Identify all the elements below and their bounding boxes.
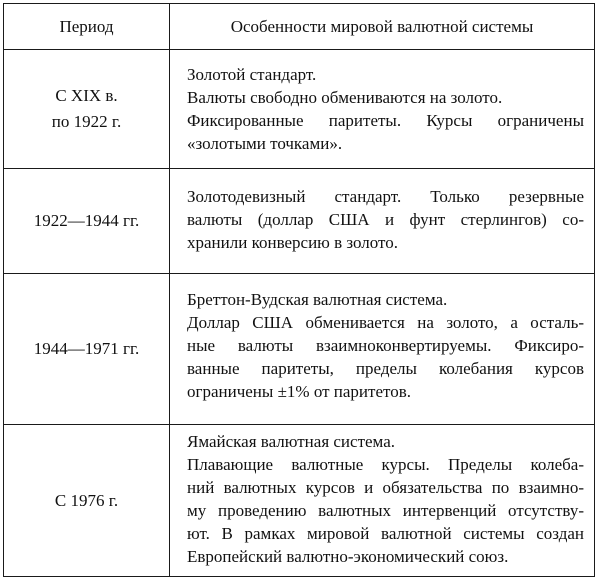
row-1-feature-line-2: Валюты свободно обмениваются на золото. bbox=[187, 88, 503, 107]
row-1-feature-line-3: Фиксированные паритеты. Курсы ограничены bbox=[187, 111, 584, 130]
row-3-period bbox=[4, 274, 169, 424]
row-3-feature-line-3: ные валюты взаимноконвертируемы. Фиксиро- bbox=[187, 336, 584, 355]
row-1-period bbox=[4, 50, 169, 168]
row-1-feature-line-1: Золотой стандарт. bbox=[187, 65, 317, 84]
row-3-feature-line-1: Бреттон-Вудская валютная система. bbox=[187, 290, 448, 309]
row-2-period bbox=[4, 169, 169, 273]
row-2-period-line-1: 1922—1944 гг. bbox=[33, 211, 140, 230]
row-4-feature-line-4: му проведению валютных интервенций отсутству- bbox=[187, 501, 584, 520]
header-period-label: Период bbox=[59, 16, 114, 36]
row-1-period-line-2: по 1922 г. bbox=[51, 112, 122, 131]
header-period bbox=[4, 4, 169, 49]
header-features-label: Особенности мировой валютной системы bbox=[230, 16, 534, 36]
row-2-feature-line-3: хранили конверсию в золото. bbox=[187, 233, 399, 252]
row-4-feature-line-5: ют. В рамках мировой валютной системы создан bbox=[187, 524, 584, 543]
header-features bbox=[170, 4, 594, 49]
row-3-feature-line-2: Доллар США обменивается на золото, а осталь- bbox=[187, 313, 584, 332]
column-divider bbox=[169, 4, 170, 576]
row-3-period-line-1: 1944—1971 гг. bbox=[33, 339, 140, 358]
row-2-feature-line-2: валюты (доллар США и фунт стерлингов) со- bbox=[187, 210, 584, 229]
currency-system-table bbox=[3, 3, 595, 577]
row-1-feature-line-4: «золотыми точками». bbox=[187, 134, 343, 153]
row-4-features bbox=[187, 430, 584, 568]
row-1-features bbox=[187, 63, 584, 155]
row-2-feature-line-1: Золотодевизный стандарт. Только резервные bbox=[187, 187, 584, 206]
row-4-period-line-1: С 1976 г. bbox=[54, 490, 119, 510]
row-3-features bbox=[187, 288, 584, 403]
row-3-feature-line-5: ограничены ±1% от паритетов. bbox=[187, 382, 411, 401]
row-2-features bbox=[187, 185, 584, 254]
row-3-feature-line-4: ванные паритеты, пределы колебания курсов bbox=[187, 359, 584, 378]
row-4-feature-line-1: Ямайская валютная система. bbox=[187, 432, 395, 451]
row-1-period-line-1: С XIX в. bbox=[55, 86, 118, 105]
row-4-feature-line-6: Европейский валютно-экономический союз. bbox=[187, 547, 509, 566]
row-4-period bbox=[4, 425, 169, 576]
row-4-feature-line-3: ний валютных курсов и обязательства по взаимно- bbox=[187, 478, 584, 497]
row-4-feature-line-2: Плавающие валютные курсы. Пределы колеба- bbox=[187, 455, 584, 474]
